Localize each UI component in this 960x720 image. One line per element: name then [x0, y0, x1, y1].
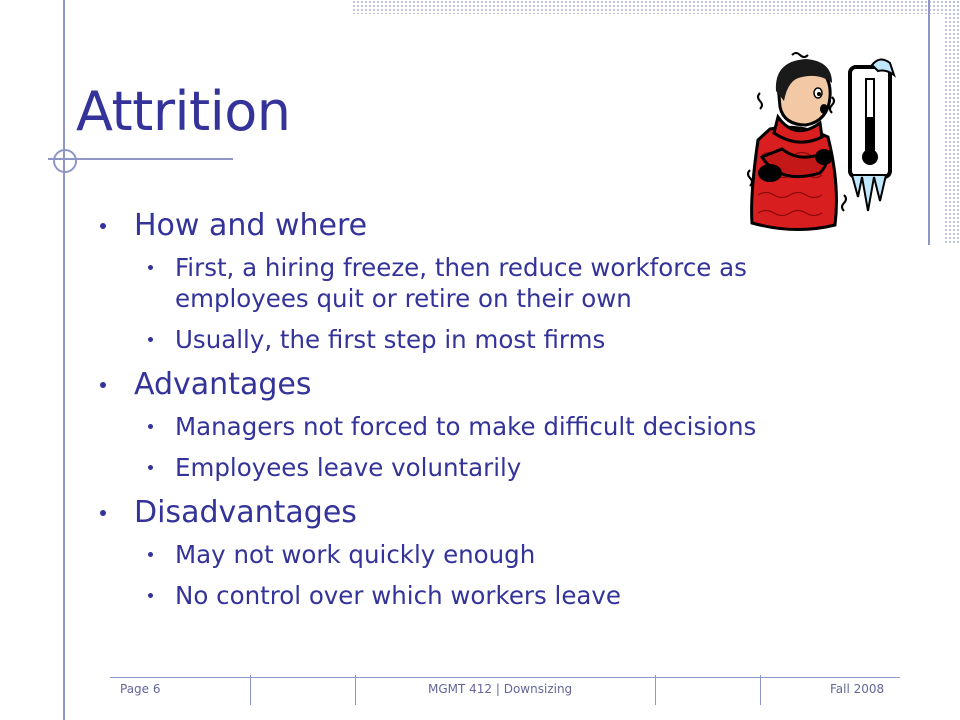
- bullet-text: How and where: [134, 208, 368, 243]
- footer-course-title: MGMT 412 | Downsizing: [428, 682, 573, 696]
- sub-bullet: First, a hiring freeze, then reduce workforce as employees quit or retire on their own: [98, 252, 858, 314]
- right-dotted-band: [944, 0, 960, 245]
- bullet-text: Advantages: [134, 367, 312, 402]
- footer-divider: [355, 675, 356, 705]
- footer-term: Fall 2008: [830, 682, 885, 696]
- footer-rule: [110, 677, 900, 678]
- sub-bullet: No control over which workers leave: [98, 580, 858, 611]
- right-accent-line: [928, 0, 930, 245]
- bullet-disadvantages: [98, 493, 858, 611]
- sub-bullet: Managers not forced to make difficult decisions: [98, 411, 858, 442]
- sub-bullet: Employees leave voluntarily: [98, 452, 858, 483]
- bullet-list: [98, 206, 858, 621]
- footer-page-number: Page 6: [120, 682, 161, 696]
- bullet-how-and-where: [98, 206, 858, 355]
- slide-title: Attrition: [76, 80, 291, 143]
- sub-bullet-list: [98, 252, 858, 355]
- bullet-advantages: [98, 365, 858, 483]
- slide-footer: [110, 675, 900, 705]
- sub-bullet-list: [98, 539, 858, 611]
- footer-divider: [655, 675, 656, 705]
- top-dotted-band: [352, 0, 960, 14]
- sub-bullet: May not work quickly enough: [98, 539, 858, 570]
- corner-circle-ornament: [50, 146, 80, 176]
- footer-divider: [250, 675, 251, 705]
- footer-divider: [760, 675, 761, 705]
- left-accent-line: [63, 0, 65, 720]
- sub-bullet: Usually, the first step in most firms: [98, 324, 858, 355]
- bullet-text: Disadvantages: [134, 495, 357, 530]
- sub-bullet-list: [98, 411, 858, 483]
